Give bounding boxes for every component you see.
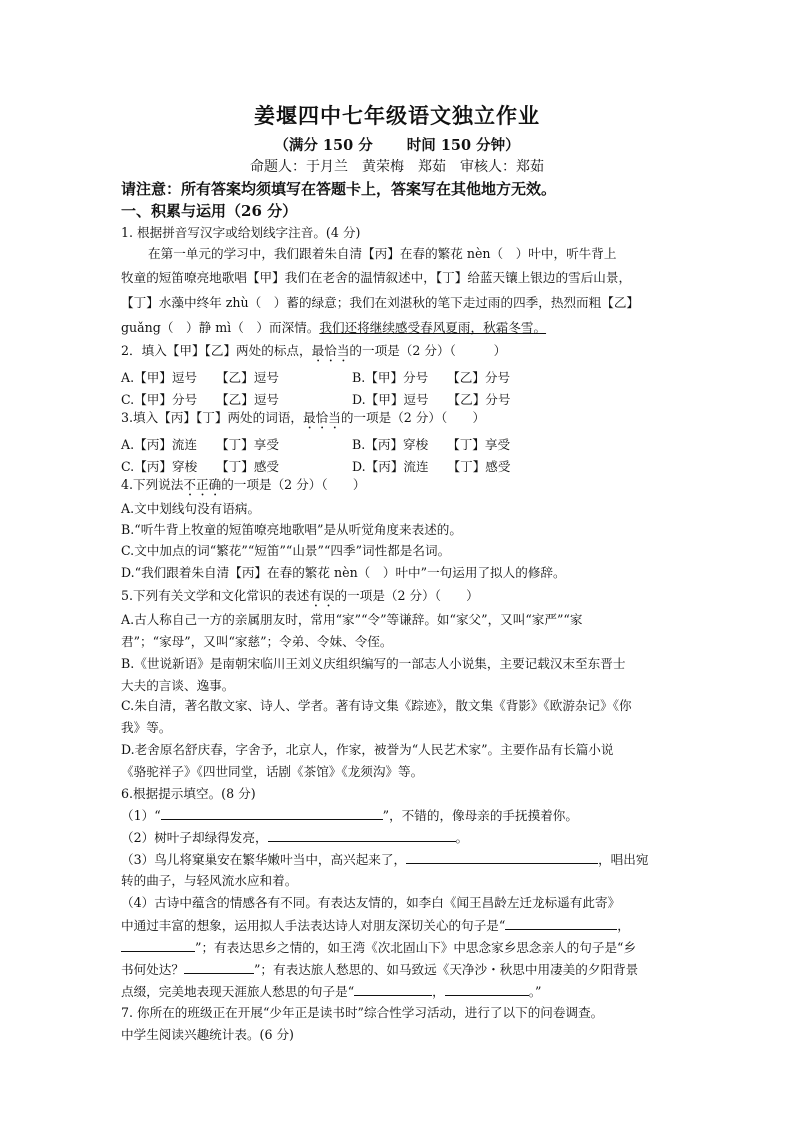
fill-item-4-line bbox=[121, 917, 630, 934]
question-6-stem: 6.根据提示填空。(8 分) bbox=[121, 786, 256, 801]
item-text: ”；有表达旅人愁思的、如马致远《天净沙・秋思中用凄美的夕阳背景 bbox=[253, 962, 639, 977]
fill-item-4-line bbox=[121, 939, 636, 956]
item-text: ”，不错的，像母亲的手抚摸着你。 bbox=[382, 808, 578, 823]
fill-item-4-line bbox=[121, 961, 638, 978]
stem-text: 2．填入【甲】【乙】两处的标点， bbox=[121, 343, 312, 358]
fill-item-4: （4）古诗中蕴含的情感各有不同。有表达友情的，如李白《闻王昌龄左迁龙标遥有此寄》 bbox=[121, 895, 621, 910]
option-a-line2: 君”；“家母”，又叫“家慈”；令弟、令妹、令侄。 bbox=[121, 634, 393, 649]
option-d-line2: 《骆驼祥子》《四世同堂，话剧《茶馆》《龙须沟》等。 bbox=[121, 764, 424, 779]
item-text: （1）“ bbox=[121, 808, 161, 823]
option-c-line2: 我》等。 bbox=[121, 720, 172, 735]
underlined-sentence: 我们还将继续感受春风夏雨，秋霜冬雪。 bbox=[319, 320, 547, 335]
option-d: D.“我们跟着朱自清【丙】在春的繁花 nèn（ ）叶中”一句运用了拟人的修辞。 bbox=[121, 565, 566, 580]
item-text: 点缀，完美地表现天涯旅人愁思的句子是“ bbox=[121, 984, 355, 999]
item-text: （3）鸟儿将窠巢安在繁华嫩叶当中，高兴起来了， bbox=[121, 852, 407, 867]
answer-blank bbox=[505, 917, 617, 930]
item-text: ， bbox=[432, 984, 445, 999]
option-a-line1: A.古人称自己一方的亲属朋友时，常用“家”“令”等谦辞。如“家父”，又叫“家严”“家 bbox=[121, 612, 583, 627]
item-text: （2）树叶子却绿得发亮， bbox=[121, 830, 268, 845]
option-b: B.“听牛背上牧童的短笛嘹亮地歌唱”是从听觉角度来表述的。 bbox=[121, 522, 462, 537]
answer-blank bbox=[184, 961, 254, 974]
authors-line: 命题人：于月兰 黄荣梅 郑茹 审核人：郑茹 bbox=[250, 159, 544, 175]
option-b: B.【丙】穿梭 【丁】享受 bbox=[352, 437, 511, 452]
answer-blank bbox=[121, 939, 195, 952]
question-2-stem bbox=[121, 343, 506, 365]
item-text: 。 bbox=[455, 830, 469, 845]
score-and-time: （满分 150 分 时间 150 分钟） bbox=[274, 137, 520, 154]
option-b-line2: 大夫的言谈、逸事。 bbox=[121, 678, 235, 693]
item-text: 中通过丰富的想象，运用拟人手法表达诗人对朋友深切关心的句子是“ bbox=[121, 918, 506, 933]
fill-item-3-cont: 转的曲子，与轻风流水应和着。 bbox=[121, 873, 298, 888]
option-d-line1: D.老舍原名舒庆春，字舍予，北京人，作家，被誉为“人民艺术家”。主要作品有长篇小说 bbox=[121, 742, 614, 757]
exam-title: 姜堰四中七年级语文独立作业 bbox=[254, 104, 540, 128]
question-3-stem bbox=[121, 410, 485, 432]
answer-blank bbox=[268, 829, 456, 842]
answer-blank bbox=[445, 983, 529, 996]
option-a: A.文中划线句没有语病。 bbox=[121, 501, 261, 516]
fill-item-1 bbox=[121, 807, 578, 824]
option-a: A.【丙】流连 【丁】享受 bbox=[121, 437, 279, 452]
emphasis-word: 最恰当 bbox=[303, 410, 341, 425]
option-d: D.【甲】逗号 【乙】分号 bbox=[352, 392, 511, 407]
item-text: ， bbox=[617, 918, 630, 933]
item-text: ，唱出宛 bbox=[598, 852, 649, 867]
option-b-line1: B.《世说新语》是南朝宋临川王刘义庆组织编写的一部志人小说集，主要记载汉末至东晋士 bbox=[121, 656, 626, 671]
emphasis-word: 不正确 bbox=[183, 477, 222, 492]
item-text: ”；有表达思乡之情的，如王湾《次北固山下》中思念家乡思念亲人的句子是“乡 bbox=[195, 940, 637, 955]
question-5-stem bbox=[121, 588, 479, 610]
stem-text: 4.下列说法 bbox=[121, 477, 184, 492]
question-7-stem-cont: 中学生阅读兴趣统计表。(6 分) bbox=[121, 1027, 294, 1042]
question-7-stem: 7. 你所在的班级正在开展“少年正是读书时”综合性学习活动，进行了以下的问卷调查。 bbox=[121, 1005, 604, 1020]
option-a: A.【甲】逗号 【乙】逗号 bbox=[121, 370, 279, 385]
passage-line: 牧童的短笛嘹亮地歌唱【甲】我们在老舍的温情叙述中，【丁】给蓝天镶上银边的雪后山景， bbox=[121, 270, 632, 285]
option-c: C.文中加点的词“繁花”“短笛”“山景”“四季”词性都是名词。 bbox=[121, 543, 451, 558]
passage-text: guǎng（ ）静 mì（ ）而深情。 bbox=[121, 320, 320, 335]
item-text: 。” bbox=[528, 984, 542, 999]
answer-blank bbox=[406, 851, 598, 864]
notice: 请注意：所有答案均须填写在答题卡上，答案写在其他地方无效。 bbox=[121, 180, 557, 198]
item-text: 书何处达？ bbox=[121, 962, 184, 977]
passage-line: 在第一单元的学习中，我们跟着朱自清【丙】在春的繁花 nèn（ ）叶中，听牛背上 bbox=[148, 246, 617, 261]
option-d: D.【丙】流连 【丁】感受 bbox=[352, 459, 511, 474]
stem-text: 5.下列有关文学和文化常识的表述 bbox=[121, 588, 310, 603]
option-c: C.【甲】分号 【乙】逗号 bbox=[121, 392, 280, 407]
question-4-stem bbox=[121, 477, 365, 499]
emphasis-word: 有误 bbox=[309, 588, 335, 603]
section-heading: 一、积累与运用（26 分） bbox=[121, 202, 298, 220]
option-b: B.【甲】分号 【乙】分号 bbox=[352, 370, 511, 385]
fill-item-3 bbox=[121, 851, 648, 868]
stem-text: 的一项是（2 分）（ ） bbox=[334, 588, 479, 603]
option-c: C.【丙】穿梭 【丁】感受 bbox=[121, 459, 280, 474]
stem-text: 3.填入【丙】【丁】两处的词语， bbox=[121, 410, 304, 425]
stem-text: 的一项是（2 分）（ ） bbox=[221, 477, 366, 492]
fill-item-2 bbox=[121, 829, 468, 846]
answer-blank bbox=[354, 983, 432, 996]
answer-blank bbox=[161, 807, 383, 820]
passage-line: 【丁】水藻中终年 zhù（ ）蓄的绿意；我们在刘湛秋的笔下走过雨的四季，热烈而粗【乙】 bbox=[121, 295, 640, 310]
fill-item-4-line bbox=[121, 983, 541, 1000]
stem-text: 的一项是（2 分）（ ） bbox=[349, 343, 507, 358]
option-c-line1: C.朱自清，著名散文家、诗人、学者。著有诗文集《踪迹》，散文集《背影》《欧游杂记》《你 bbox=[121, 698, 632, 713]
passage-line bbox=[121, 320, 546, 336]
question-1-stem: 1. 根据拼音写汉字或给划线字注音。(4 分) bbox=[121, 225, 361, 240]
stem-text: 的一项是（2 分）（ ） bbox=[340, 410, 486, 425]
emphasis-word: 最恰当 bbox=[311, 343, 350, 358]
